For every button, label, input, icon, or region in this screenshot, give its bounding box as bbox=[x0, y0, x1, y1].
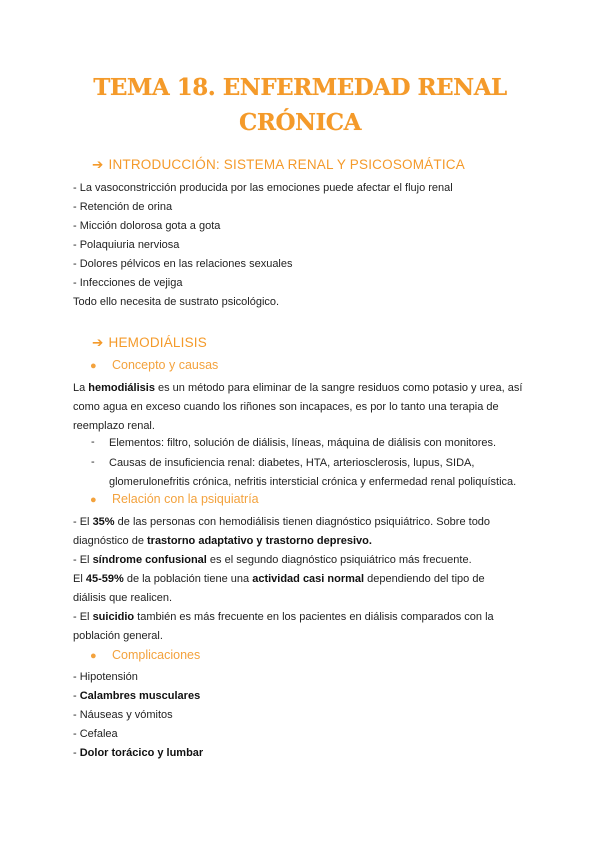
text: de las personas con hemodiálisis tienen diagnóstico psiquiátrico. Sobre todo bbox=[114, 516, 491, 528]
text: de la población tiene una bbox=[123, 573, 253, 585]
subsection-heading-psiquiatria bbox=[90, 492, 259, 506]
list-item: Causas de insuficiencia renal: diabetes, HTA, arteriosclerosis, lupus, SIDA, bbox=[109, 457, 475, 469]
list-item: - Polaquiuria nerviosa bbox=[73, 239, 180, 251]
bold-term: 45-59% bbox=[85, 573, 124, 585]
list-item: - La vasoconstricción producida por las emociones puede afectar el flujo renal bbox=[73, 182, 453, 194]
bold-term: síndrome confusional bbox=[92, 554, 207, 566]
document-title-line2: CRÓNICA bbox=[239, 109, 361, 136]
paragraph-line bbox=[73, 553, 472, 567]
paragraph-line bbox=[73, 610, 494, 624]
paragraph-line: reemplazo renal. bbox=[73, 420, 155, 432]
dash-bullet: - bbox=[91, 436, 95, 448]
bold-term: Dolor torácico y lumbar bbox=[79, 747, 204, 759]
subsection-heading-concepto bbox=[90, 358, 218, 372]
list-item: Elementos: filtro, solución de diálisis, líneas, máquina de diálisis con monitores. bbox=[109, 437, 497, 449]
bullet-icon: ● bbox=[90, 360, 97, 372]
text: dependiendo del tipo de bbox=[364, 573, 485, 585]
bullet-icon: ● bbox=[90, 650, 97, 662]
paragraph-text: Todo ello necesita de sustrato psicológico. bbox=[73, 296, 280, 308]
paragraph-line: como agua en exceso cuando los riñones son incapaces, es por lo tanto una terapia de bbox=[73, 401, 499, 413]
subsection-heading-text: Complicaciones bbox=[112, 648, 201, 662]
list-item-continuation: glomerulonefritis crónica, nefritis intersticial crónica y enfermedad renal poliquística. bbox=[109, 476, 517, 488]
arrow-right-icon: ➔ bbox=[92, 157, 104, 173]
paragraph-line: diálisis que realicen. bbox=[73, 592, 173, 604]
paragraph-line bbox=[73, 534, 372, 548]
subsection-heading-text: Concepto y causas bbox=[112, 358, 219, 372]
text: es un método para eliminar de la sangre residuos como potasio y urea, así bbox=[154, 382, 523, 394]
document-title-line1: TEMA 18. ENFERMEDAD RENAL bbox=[93, 74, 507, 101]
section-heading-hemodialisis bbox=[92, 335, 207, 351]
subsection-heading-complicaciones bbox=[90, 648, 200, 662]
text: - El bbox=[73, 611, 93, 623]
arrow-right-icon: ➔ bbox=[92, 335, 104, 351]
subsection-heading-text: Relación con la psiquiatría bbox=[112, 492, 259, 506]
text: - bbox=[73, 747, 80, 759]
list-item: - Micción dolorosa gota a gota bbox=[73, 220, 221, 232]
bold-term: hemodiálisis bbox=[88, 382, 155, 394]
paragraph-line bbox=[73, 515, 490, 529]
text: es el segundo diagnóstico psiquiátrico más frecuente. bbox=[206, 554, 472, 566]
text: diagnóstico de bbox=[73, 535, 147, 547]
text: - El bbox=[73, 516, 93, 528]
text: - bbox=[73, 690, 80, 702]
bold-term: 35% bbox=[92, 516, 115, 528]
list-item: - Retención de orina bbox=[73, 201, 173, 213]
paragraph-line bbox=[73, 572, 485, 586]
list-item: - Hipotensión bbox=[73, 671, 138, 683]
list-item: - Dolores pélvicos en las relaciones sexuales bbox=[73, 258, 293, 270]
list-item bbox=[73, 689, 200, 703]
text: La bbox=[73, 382, 89, 394]
text: El bbox=[73, 573, 86, 585]
bold-term: suicidio bbox=[92, 611, 135, 623]
bold-term: trastorno adaptativo y trastorno depresivo. bbox=[147, 535, 372, 547]
list-item: - Infecciones de vejiga bbox=[73, 277, 183, 289]
bold-term: actividad casi normal bbox=[252, 573, 365, 585]
section-heading-text: HEMODIÁLISIS bbox=[108, 335, 207, 350]
dash-bullet: - bbox=[91, 456, 95, 468]
paragraph-line: población general. bbox=[73, 630, 163, 642]
text: - El bbox=[73, 554, 93, 566]
list-item: - Cefalea bbox=[73, 728, 118, 740]
paragraph-line bbox=[73, 381, 522, 395]
bullet-icon: ● bbox=[90, 494, 97, 506]
list-item bbox=[73, 746, 203, 760]
list-item: - Náuseas y vómitos bbox=[73, 709, 173, 721]
bold-term: Calambres musculares bbox=[79, 690, 201, 702]
section-heading-introduccion bbox=[92, 157, 465, 173]
text: también es más frecuente en los pacientes en diálisis comparados con la bbox=[134, 611, 494, 623]
section-heading-text: INTRODUCCIÓN: SISTEMA RENAL Y PSICOSOMÁTICA bbox=[108, 157, 465, 172]
